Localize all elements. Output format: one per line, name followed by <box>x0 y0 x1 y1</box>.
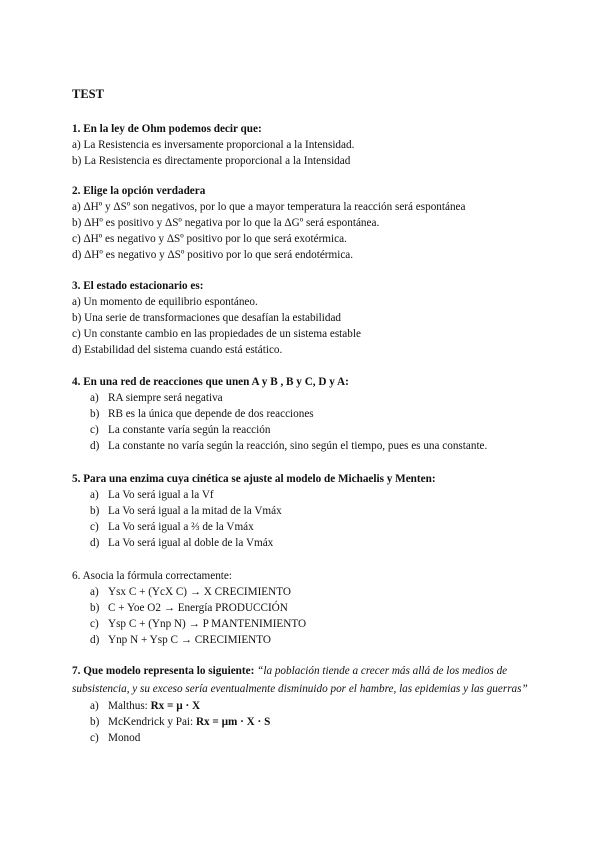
quote-text: “la población tiende a crecer más allá de los medios de subsistencia, y su exceso sería eventualmente disminuido por el hambre, las epidemias y las guerras” <box>72 665 528 695</box>
answer-option: b) ΔHº es positivo y ΔSº negativa por lo que la ΔGº será espontánea. <box>72 217 380 229</box>
list-item: d) Ynp N + Ysp C → CRECIMIENTO <box>90 634 271 646</box>
question-heading: 2. Elige la opción verdadera <box>72 185 206 197</box>
list-item: a) La Vo será igual a la Vf <box>90 489 214 501</box>
formula: Rx = µm · X · S <box>195 716 271 728</box>
page-title: TEST <box>72 87 104 101</box>
list-item: d) La Vo será igual al doble de la Vmáx <box>90 537 274 549</box>
question-heading: 7. Que modelo representa lo siguiente: “la población tiende a crecer más allá de los medios de subsistencia, y su exceso sería eventualmente disminuido por el hambre, las epidemias y las guerras” <box>72 665 528 695</box>
question-heading: 1. En la ley de Ohm podemos decir que: <box>72 123 262 135</box>
question-heading: 4. En una red de reacciones que unen A y B , B y C, D y A: <box>72 376 349 388</box>
formula: Rx = µ · X <box>150 700 201 712</box>
question-heading: 5. Para una enzima cuya cinética se ajuste al modelo de Michaelis y Menten: <box>72 473 436 485</box>
question-1 <box>72 121 542 169</box>
answer-option: b) La Resistencia es directamente proporcional a la Intensidad <box>72 155 351 167</box>
list-item: a) Ysx C + (YcX C) → X CRECIMIENTO <box>90 586 291 598</box>
list-item: d) La constante no varía según la reacción, sino según el tiempo, pues es una constante. <box>90 440 488 452</box>
answer-option: c) ΔHº es negativo y ΔSº positivo por lo que será exotérmica. <box>72 233 347 245</box>
question-5 <box>72 471 542 551</box>
question-heading: 6. Asocia la fórmula correctamente: <box>72 570 232 582</box>
question-4 <box>72 374 542 454</box>
answer-option: a) La Resistencia es inversamente proporcional a la Intensidad. <box>72 139 355 151</box>
question-2 <box>72 183 542 263</box>
question-7 <box>72 662 532 746</box>
answer-option: d) Estabilidad del sistema cuando está estático. <box>72 344 283 356</box>
answer-option: a) ΔHº y ΔSº son negativos, por lo que a mayor temperatura la reacción será espontánea <box>72 201 466 213</box>
question-heading: 3. El estado estacionario es: <box>72 280 204 292</box>
list-item: a) Malthus: Rx = µ · X <box>90 700 201 712</box>
list-item: b) McKendrick y Pai: Rx = µm · X · S <box>90 716 271 728</box>
list-item: c) Monod <box>90 732 141 744</box>
list-item: b) RB es la única que depende de dos reacciones <box>90 408 314 420</box>
answer-option: b) Una serie de transformaciones que desafían la estabilidad <box>72 312 342 324</box>
answer-option: c) Un constante cambio en las propiedades de un sistema estable <box>72 328 361 340</box>
question-6 <box>72 568 542 648</box>
question-3 <box>72 278 542 358</box>
list-item: b) C + Yoe O2 → Energía PRODUCCIÓN <box>90 602 288 614</box>
list-item: c) La Vo será igual a ⅔ de la Vmáx <box>90 521 254 533</box>
list-item: c) La constante varía según la reacción <box>90 424 271 436</box>
list-item: b) La Vo será igual a la mitad de la Vmáx <box>90 505 282 517</box>
answer-option: d) ΔHº es negativo y ΔSº positivo por lo que será endotérmica. <box>72 249 354 261</box>
answer-option: a) Un momento de equilibrio espontáneo. <box>72 296 258 308</box>
list-item: a) RA siempre será negativa <box>90 392 223 404</box>
list-item: c) Ysp C + (Ynp N) → P MANTENIMIENTO <box>90 618 307 630</box>
